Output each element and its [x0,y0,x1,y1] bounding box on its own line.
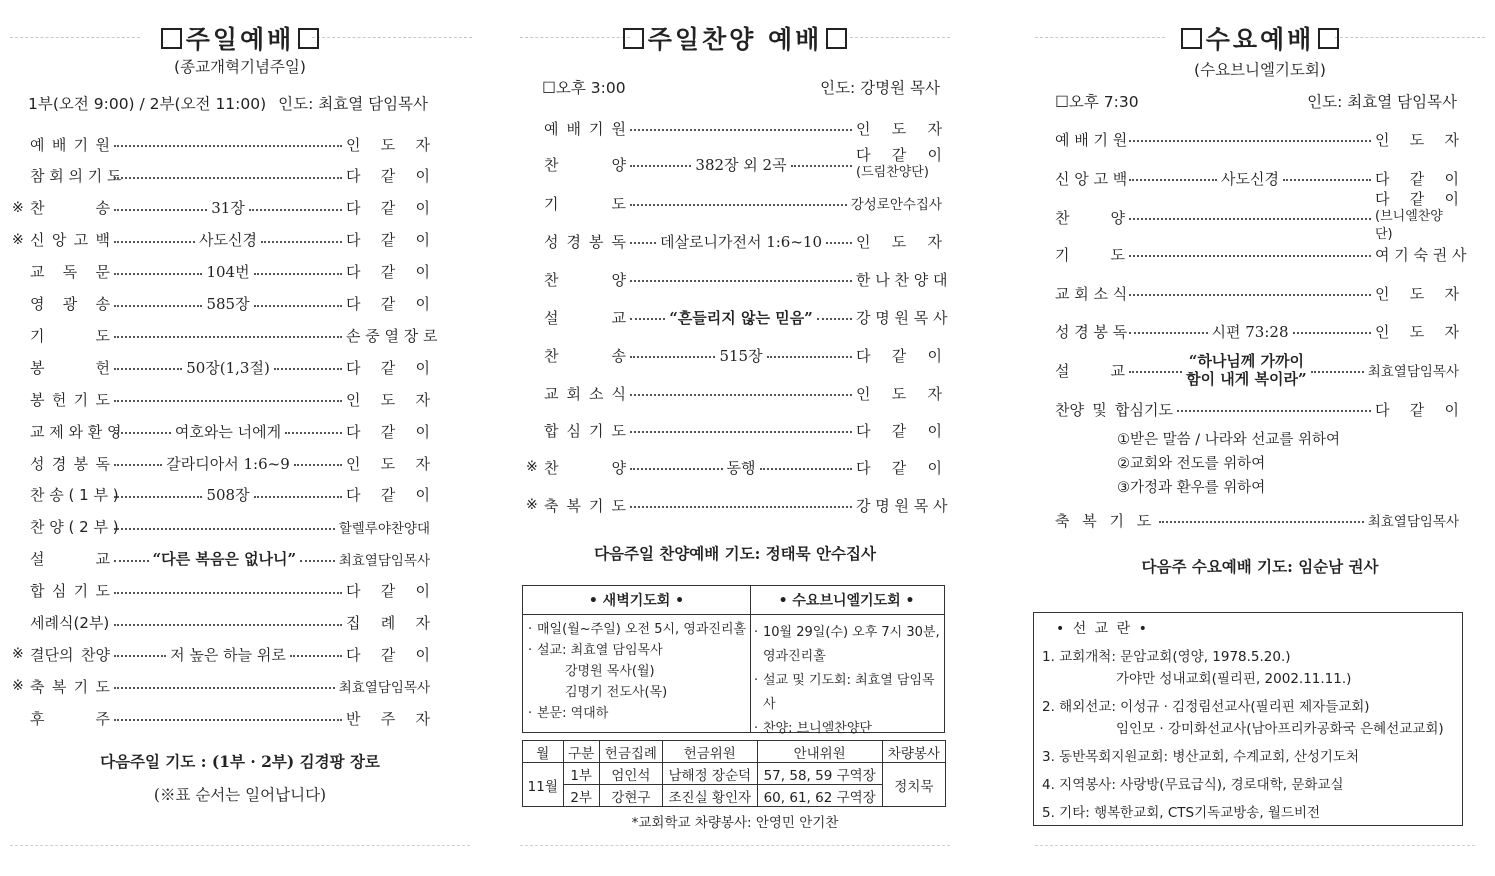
wednesday-subtitle: (수요브니엘기도회) [1194,61,1326,79]
order-row [30,164,430,188]
standing-mark: ※ [12,678,24,695]
order-label: 기 도 [1055,245,1125,264]
list-item: · 10월 29일(수) 오후 7시 30분, [754,625,940,640]
order-row [30,323,438,347]
list-item: 2. 해외선교: 이성규 · 김정림선교사(필리핀 제자들교회) [1042,699,1370,715]
order-content: 시편 73:28 [1211,322,1289,341]
order-row [544,116,942,140]
dot-leader [300,560,335,562]
order-row [1055,190,1459,242]
order-row [1055,352,1459,388]
order-label: 찬 송 ( 1 부 ) [30,486,119,505]
dot-leader [114,368,182,370]
sunday-title: 주일예배 [0,20,480,56]
box-icon [826,28,847,49]
order-content: 동행 [726,458,756,477]
order-label: 교 독 문 [30,263,110,282]
order-person: 다 같 이 [346,358,431,377]
sunday-time: 1부(오전 9:00) / 2부(오전 11:00) [28,95,267,113]
order-row [30,387,430,411]
order-label: 설 교 [30,550,110,569]
order-person: 최효열담임목사 [1367,364,1459,380]
divider [10,845,470,846]
order-label: 합 심 기 도 [30,582,110,601]
order-person: 반 주 자 [346,709,430,728]
order-person: 강 명 원 목 사 [856,308,948,327]
prayer-points [1117,428,1340,500]
order-person: 여 기 숙 권 사 [1375,245,1467,264]
table-cell: 강현구 [599,785,662,807]
divider [520,845,950,846]
order-person: 다 같 이 [346,486,430,505]
sunday-service-column [0,0,480,876]
order-content: “흔들리지 않는 믿음” [669,308,813,327]
table-header-row [523,741,946,763]
order-content: 데살로니가전서 1:6~10 [660,232,822,251]
dot-leader [1283,179,1371,181]
order-label: 설 교 [1055,361,1125,380]
order-row [1055,397,1459,421]
order-row [544,267,948,291]
sunday-leader: 인도: 최효열 담임목사 [278,95,428,113]
dot-leader [1129,140,1371,142]
table-header: 헌금위원 [662,741,757,763]
dot-leader [817,318,852,320]
list-item: 김명기 전도사(목) [565,685,668,700]
order-person: 최효열담임목사 [1367,514,1459,530]
dot-leader [114,400,342,402]
order-row [544,418,942,442]
table-cell: 60, 61, 62 구역장 [757,785,882,807]
praise-title: 주일찬양 예배 [510,20,960,56]
order-label: 성 경 봉 독 [1055,322,1128,341]
school-driver-note: *교회학교 차량봉사: 안영민 안기찬 [631,815,839,831]
order-row [30,706,430,730]
dot-leader [630,468,723,470]
list-item: ②교회와 전도를 위하여 [1117,456,1266,472]
list-item: 1. 교회개척: 문암교회(영양, 1978.5.20.) [1042,649,1291,665]
order-person: 인 도 자 [1375,130,1459,149]
order-row [1055,166,1459,190]
praise-service-column [510,0,960,876]
dot-leader [114,496,202,498]
mission-box [1033,612,1463,826]
dot-leader [114,177,342,179]
sunday-next-prayer: 다음주일 기도 : (1부 · 2부) 김경팡 장로 [100,752,380,771]
table-header: 안내위원 [757,741,882,763]
order-person: 최효열담임목사 [338,680,430,697]
dot-leader [767,356,852,358]
dot-leader [114,560,149,562]
table-cell: 남해정 장순덕 [662,763,757,785]
dot-leader [254,496,342,498]
dot-leader [630,165,691,167]
order-row [30,451,430,475]
standing-mark: ※ [12,199,24,216]
order-label: 신 앙 고 백 [1055,169,1128,188]
order-person: 인 도 자 [346,135,430,154]
order-person: 다 같 이 [1375,169,1459,188]
order-label: 합 심 기 도 [544,421,626,440]
order-row [30,292,430,316]
standing-mark: ※ [12,646,24,663]
dot-leader [114,273,202,275]
dot-leader [760,468,853,470]
praise-leader: 인도: 강명원 목사 [820,79,940,97]
list-item: · 매일(월~주일) 오전 5시, 영과진리홀 [528,622,747,637]
table-cell: 11월 [523,763,564,807]
dot-leader [1129,371,1182,373]
table-cell: 엄인석 [599,763,662,785]
list-item: 5. 기타: 행복한교회, CTS기독교방송, 월드비전 [1042,805,1321,821]
dot-leader [630,280,852,282]
order-row [30,419,430,443]
order-label: 성 경 봉 독 [544,232,626,251]
dot-leader [114,592,342,594]
order-content: 저 높은 하늘 위로 [170,645,286,664]
order-row [526,493,948,517]
table-row [523,763,946,785]
order-person: 다 같 이 [346,422,431,441]
order-content: 50장(1,3절) [186,358,270,377]
dot-leader [630,318,665,320]
order-content: 갈라디아서 1:6~9 [166,454,290,473]
order-row [30,611,430,635]
order-person: 인 도 자 [856,119,942,138]
order-person: 다 같 이 (브니엘찬양단) [1375,190,1459,242]
list-item: · 설교: 최효열 담임목사 [528,643,663,658]
order-person: 다 같 이 [346,582,430,601]
order-person: 다 같 이 [1375,400,1459,419]
dawn-prayer-header: • 새벽기도회 • [523,586,750,615]
order-row [544,229,942,253]
standing-mark: ※ [526,459,538,475]
dot-leader [630,394,852,396]
order-content: 382장 외 2곡 [695,155,787,174]
order-content: 515장 [719,346,763,365]
dot-leader [1129,294,1371,296]
wednesday-prayer-box [749,585,945,736]
list-item: 강명원 목사(월) [565,664,655,679]
dot-leader [254,273,342,275]
order-person: 최효열담임목사 [338,552,431,569]
order-person: 인 도 자 [346,454,431,473]
order-label: 예 배 기 원 [1055,130,1128,149]
order-row [12,196,431,220]
dawn-prayer-box [522,585,751,733]
order-label: 찬 양 [544,270,626,289]
order-person: 다 같 이 [856,346,942,365]
order-person: 인 도 자 [856,384,942,403]
order-person: 할렐루야찬양대 [338,520,430,537]
dot-leader [114,209,207,211]
order-person: 인 도 자 [1375,284,1459,303]
order-label: 찬 양 ( 2 부 ) [30,518,119,537]
order-person: 강성로안수집사 [850,197,942,213]
dot-leader [1129,179,1217,181]
order-label: 영 광 송 [30,295,110,313]
dot-leader [114,464,162,466]
wednesday-title: 수요예배 [1025,20,1495,56]
order-label: 교 회 소 식 [544,384,626,403]
dot-leader [114,432,171,434]
wednesday-time: ☐오후 7:30 [1055,93,1139,111]
table-header: 구분 [563,741,599,763]
order-label: 축 복 기 도 [1055,511,1156,530]
order-person: 다 같 이 [346,167,430,186]
order-content: 사도신경 [1221,169,1279,188]
order-row [544,191,942,215]
order-row [30,579,430,603]
wednesday-leader: 인도: 최효열 담임목사 [1307,93,1457,111]
sunday-standing-note: (※표 순서는 일어납니다) [153,786,327,804]
order-label: 찬 양 [1055,208,1125,227]
list-item: 4. 지역봉사: 사랑방(무료급식), 경로대학, 문화교실 [1042,777,1344,793]
dot-leader [294,464,342,466]
order-row [544,381,942,405]
order-person: 인 도 자 [346,390,430,409]
dot-leader [254,305,342,307]
order-label: 찬 양 [544,458,626,477]
order-label: 기 도 [30,326,110,345]
order-person: 한 나 찬 양 대 [856,270,948,289]
order-row [12,642,430,666]
table-header: 차량봉사 [882,741,945,763]
order-label: 축 복 기 도 [544,496,626,515]
standing-mark: ※ [526,497,538,513]
mission-header: • 선 교 란 • [1056,621,1149,637]
order-row [544,305,948,329]
box-icon [1181,28,1202,49]
order-content: 104번 [206,263,250,282]
order-content: 여호와는 너에게 [174,422,282,441]
dot-leader [1159,521,1363,523]
dot-leader [114,241,195,243]
order-person: 다 같 이 [856,458,943,477]
dot-leader [630,506,852,508]
table-cell: 정치묵 [882,763,945,807]
order-person: 강 명 원 목 사 [856,496,948,515]
list-item: · 설교 및 기도회: 최효열 담임목사 [754,673,935,712]
order-label: 성 경 봉 독 [30,454,110,473]
praise-time: ☐오후 3:00 [542,79,626,97]
order-content: 508장 [206,486,250,505]
order-person: 인 도 자 [856,232,942,251]
table-row [523,785,946,807]
order-row [1055,281,1459,305]
order-person: 다 같 이 [346,199,431,218]
list-item: 임인모 · 강미화선교사(남아프리카공화국 은혜선교교회) [1116,721,1444,737]
dot-leader [630,129,852,131]
order-person: 집 례 자 [346,614,430,632]
order-label: 기 도 [544,194,626,213]
list-item: · 찬양: 브니엘찬양단 [754,721,872,736]
order-label: 설 교 [544,308,626,327]
order-label: 찬 송 [544,346,626,365]
order-label: 찬 양 [544,155,626,174]
dot-leader [114,719,342,721]
table-header: 월 [523,741,564,763]
order-label: 세례식(2부) [30,614,110,632]
order-person: 다 같 이 [346,263,430,282]
list-item: ①받은 말씀 / 나라와 선교를 위하여 [1117,432,1341,448]
list-item: 가야만 성내교회(필리핀, 2002.11.11.) [1116,671,1352,687]
order-row [1055,242,1467,266]
dot-leader [791,165,852,167]
order-label: 봉 헌 기 도 [30,390,110,409]
dot-leader [114,145,342,147]
dot-leader [290,655,342,657]
order-row [30,132,430,156]
wednesday-prayer-header: • 수요브니엘기도회 • [749,586,944,615]
dot-leader [114,528,335,530]
order-row [1055,319,1459,343]
order-content: “하나님께 가까이 함이 내게 복이라” [1186,352,1307,388]
table-header: 헌금집례 [599,741,662,763]
dot-leader [630,204,847,206]
order-label: 봉 헌 [30,358,110,377]
box-icon [161,28,182,49]
dot-leader [114,305,202,307]
dot-leader [114,687,335,689]
order-content: 585장 [206,295,250,313]
list-item: · 본문: 역대하 [528,706,609,721]
praise-next-prayer: 다음주일 찬양예배 기도: 정태묵 안수집사 [594,544,876,563]
table-cell: 1부 [563,763,599,785]
list-item: 3. 동반목회지원교회: 병산교회, 수계교회, 산성기도처 [1042,749,1360,765]
order-person: 다 같 이 [346,295,430,313]
order-row [12,228,430,252]
box-icon [298,28,319,49]
dot-leader [114,655,166,657]
dot-leader [630,431,852,433]
dot-leader [274,368,342,370]
dot-leader [1293,332,1372,334]
dot-leader [249,209,342,211]
divider [1035,845,1475,846]
order-row [30,483,430,507]
order-row [30,260,430,284]
dot-leader [630,242,656,244]
offering-schedule-table [522,740,946,807]
dot-leader [1177,410,1371,412]
dot-leader [1129,218,1371,220]
wednesday-next-prayer: 다음주 수요예배 기도: 임순남 권사 [1141,557,1379,576]
order-person: 손 중 열 장 로 [346,326,438,345]
dot-leader [1311,371,1364,373]
order-label: 찬 송 [30,199,110,218]
dot-leader [1129,332,1208,334]
order-row [1055,508,1459,532]
box-icon [623,28,644,49]
order-label: 신 앙 고 백 [30,231,110,250]
order-label: 예 배 기 원 [30,135,110,154]
table-cell: 2부 [563,785,599,807]
order-label: 교 회 소 식 [1055,284,1128,303]
order-row [30,515,430,539]
order-row [526,455,943,479]
dot-leader [285,432,342,434]
box-icon [1318,28,1339,49]
dot-leader [114,336,342,338]
order-row [544,146,942,180]
order-label: 축 복 기 도 [30,677,110,696]
wednesday-service-column [1025,0,1495,876]
list-item: 영과진리홀 [763,649,826,664]
dot-leader [1129,255,1371,257]
order-person: 인 도 자 [1375,322,1460,341]
order-row [30,547,430,571]
order-person: 다 같 이 [346,645,430,664]
standing-mark: ※ [12,231,24,248]
order-row [12,674,430,698]
order-label: 결단의 찬양 [30,645,110,664]
table-cell: 57, 58, 59 구역장 [757,763,882,785]
order-person: 다 같 이 [856,421,942,440]
order-person: 다 같 이 [346,231,430,250]
order-row [1055,127,1459,151]
order-label: 예 배 기 원 [544,119,626,138]
list-item: ③가정과 환우를 위하여 [1117,480,1266,496]
order-row [544,343,942,367]
table-cell: 조진실 황인자 [662,785,757,807]
order-label: 찬양 및 합심기도 [1055,400,1173,419]
dot-leader [114,624,342,626]
dot-leader [261,241,342,243]
dot-leader [826,242,852,244]
order-label: 후 주 [30,709,110,728]
sunday-subtitle: (종교개혁기념주일) [174,58,306,76]
order-label: 참 회 의 기 도 [30,167,122,186]
order-label: 교 제 와 환 영 [30,422,122,441]
order-row [30,355,430,379]
order-content: “다른 복음은 없나니” [152,550,297,569]
order-content: 사도신경 [199,231,257,250]
order-content: 31장 [211,199,245,218]
dot-leader [630,356,715,358]
order-person: 다 같 이 (드림찬양단) [856,146,942,180]
